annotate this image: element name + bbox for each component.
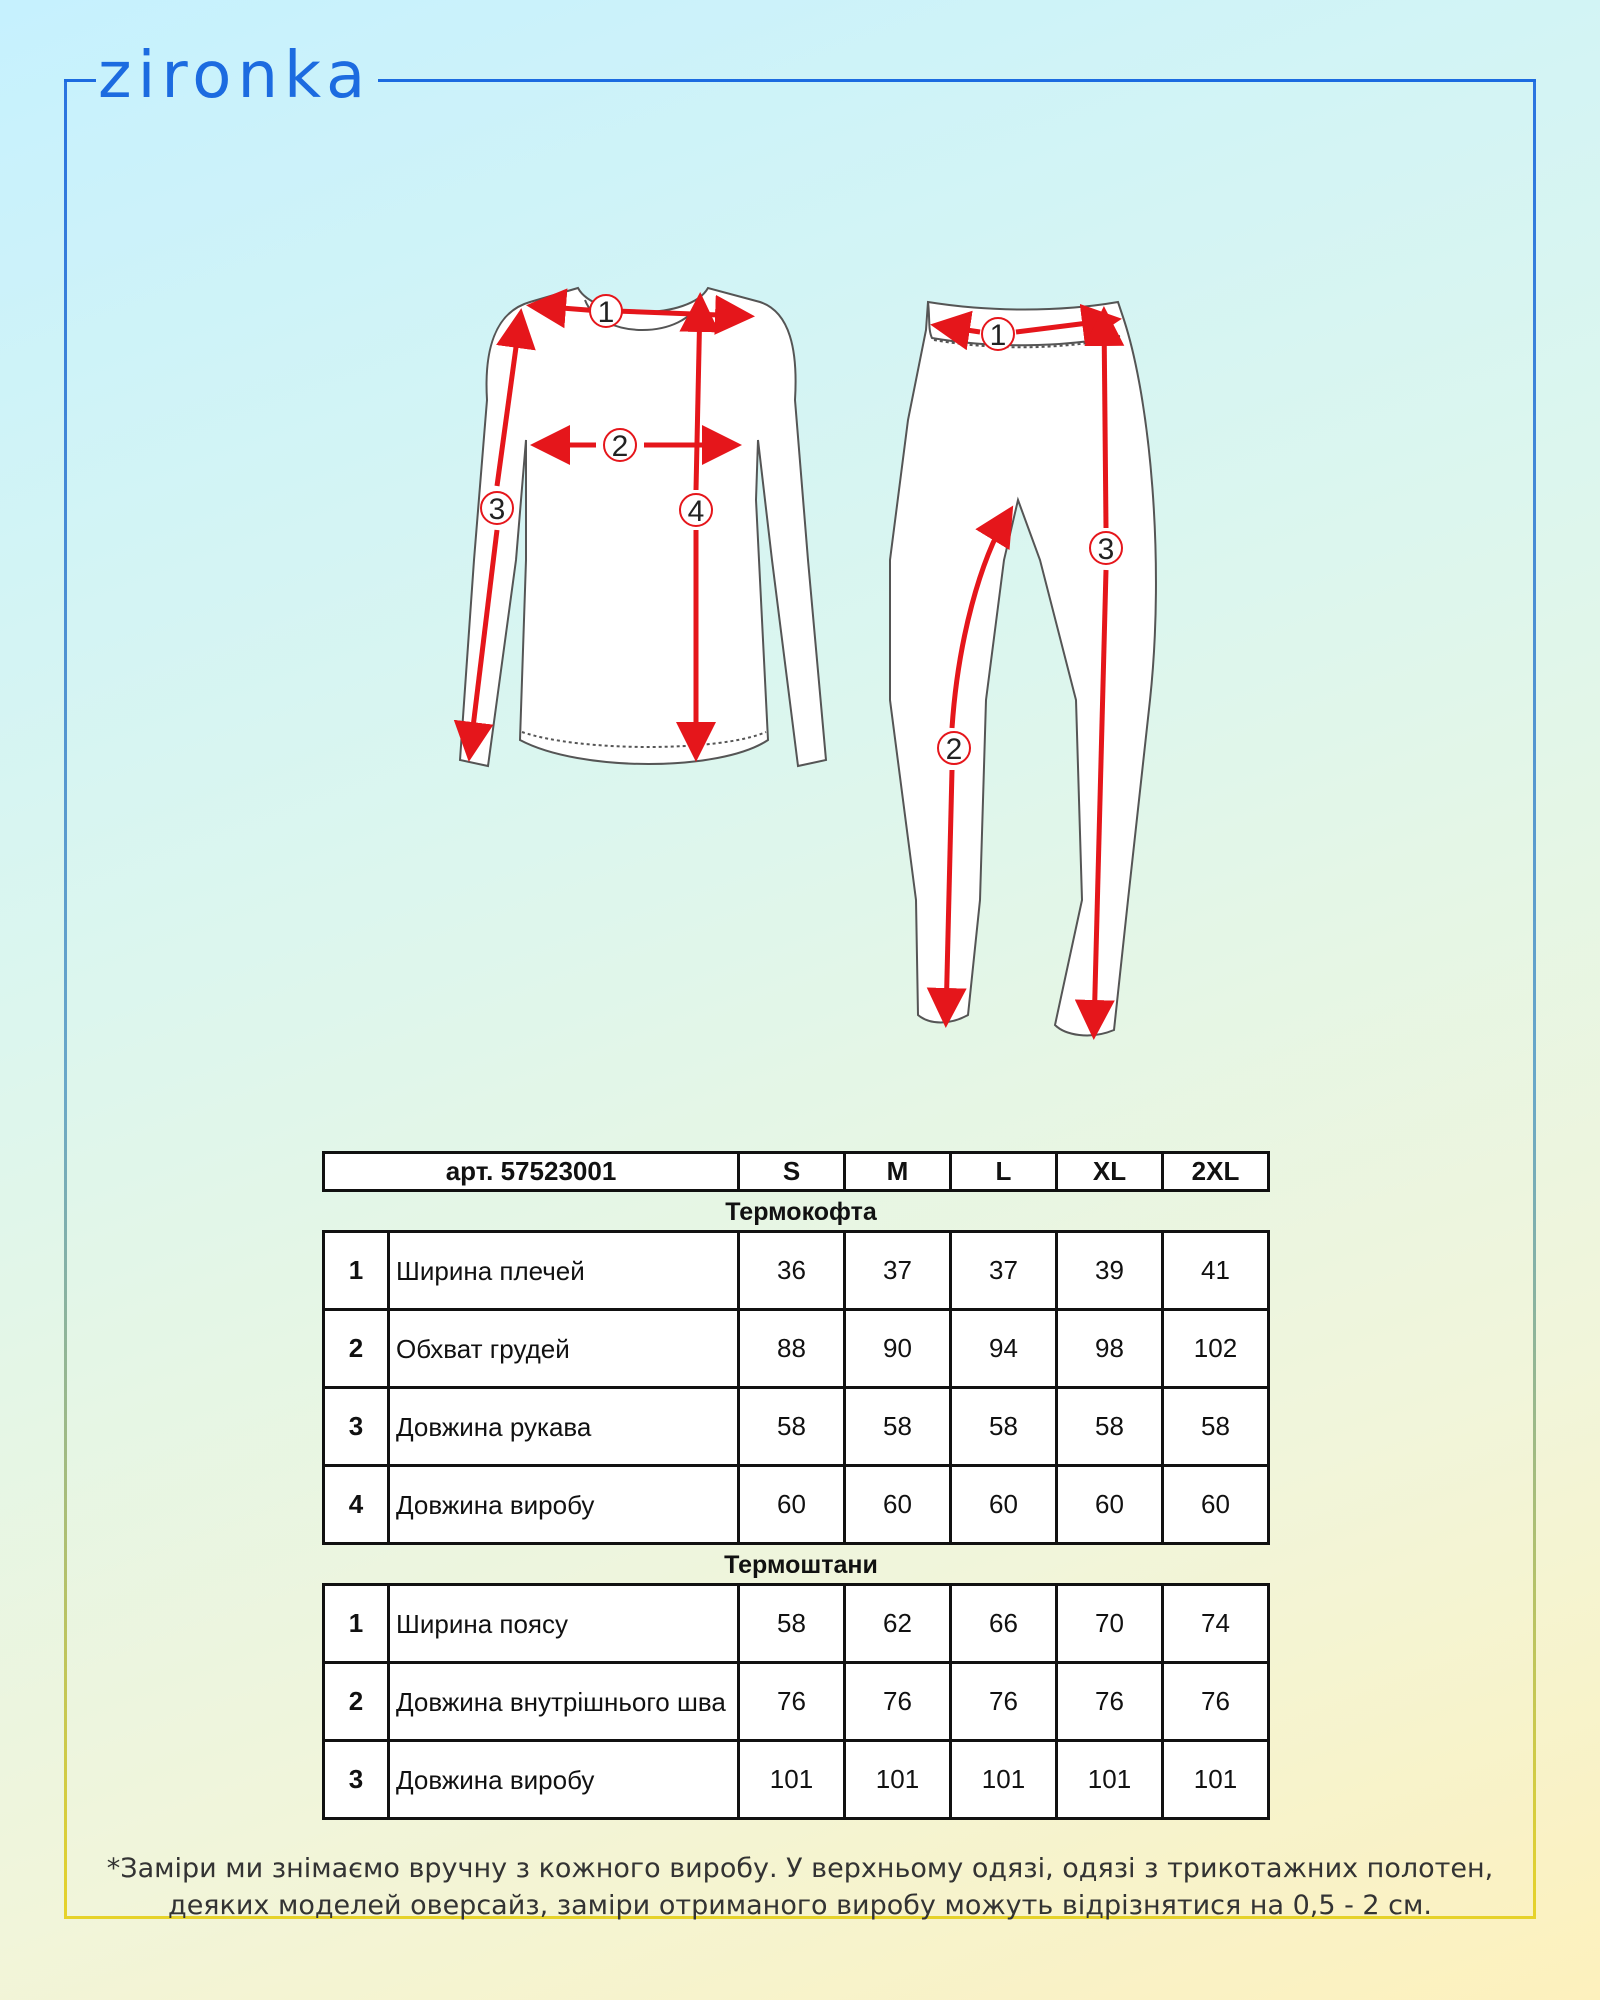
brand-logo: zironka — [98, 39, 372, 113]
row-value: 60 — [1057, 1466, 1163, 1544]
row-value: 58 — [1057, 1388, 1163, 1466]
row-value: 102 — [1163, 1310, 1269, 1388]
table-row — [324, 1388, 1269, 1466]
row-value: 58 — [739, 1585, 845, 1663]
size-table-top — [322, 1230, 1270, 1545]
row-index: 4 — [324, 1466, 389, 1544]
row-index: 3 — [324, 1741, 389, 1819]
row-value: 58 — [1163, 1388, 1269, 1466]
row-value: 98 — [1057, 1310, 1163, 1388]
row-value: 101 — [1163, 1741, 1269, 1819]
footnote-text: *Заміри ми знімаємо вручну з кожного виробу. У верхньому одязі, одязі з трикотажних полотен, деяких моделей оверсайз, заміри отриманого виробу можуть відрізнятися на 0,5 - 2 см. — [106, 1853, 1494, 1921]
table-header-row — [324, 1153, 1269, 1191]
top-marker-2: 2 — [611, 430, 629, 463]
top-marker-1: 1 — [597, 296, 615, 329]
pants-marker-1: 1 — [989, 319, 1007, 352]
row-value: 74 — [1163, 1585, 1269, 1663]
row-value: 101 — [845, 1741, 951, 1819]
row-index: 1 — [324, 1585, 389, 1663]
row-value: 90 — [845, 1310, 951, 1388]
row-label: Довжина рукава — [389, 1388, 739, 1466]
row-value: 101 — [951, 1741, 1057, 1819]
size-table-header — [322, 1151, 1270, 1192]
row-value: 60 — [739, 1466, 845, 1544]
row-index: 2 — [324, 1310, 389, 1388]
row-value: 37 — [845, 1232, 951, 1310]
table-row — [324, 1741, 1269, 1819]
row-value: 39 — [1057, 1232, 1163, 1310]
row-value: 36 — [739, 1232, 845, 1310]
row-value: 60 — [1163, 1466, 1269, 1544]
row-value: 76 — [739, 1663, 845, 1741]
row-value: 76 — [1057, 1663, 1163, 1741]
size-header: M — [845, 1153, 951, 1191]
row-value: 66 — [951, 1585, 1057, 1663]
top-marker-4: 4 — [687, 495, 705, 528]
row-value: 60 — [845, 1466, 951, 1544]
size-header: S — [739, 1153, 845, 1191]
row-value: 76 — [845, 1663, 951, 1741]
row-value: 41 — [1163, 1232, 1269, 1310]
table-row — [324, 1663, 1269, 1741]
row-label: Довжина виробу — [389, 1741, 739, 1819]
row-value: 94 — [951, 1310, 1057, 1388]
table-row — [324, 1232, 1269, 1310]
row-label: Обхват грудей — [389, 1310, 739, 1388]
pants-marker-2: 2 — [945, 733, 963, 766]
row-value: 101 — [739, 1741, 845, 1819]
size-header: L — [951, 1153, 1057, 1191]
top-marker-3: 3 — [488, 493, 506, 526]
row-label: Довжина виробу — [389, 1466, 739, 1544]
section-title-pants: Термоштани — [724, 1551, 878, 1579]
row-value: 70 — [1057, 1585, 1163, 1663]
row-value: 88 — [739, 1310, 845, 1388]
size-header: XL — [1057, 1153, 1163, 1191]
size-table-pants — [322, 1583, 1270, 1820]
row-value: 76 — [951, 1663, 1057, 1741]
table-row — [324, 1310, 1269, 1388]
pants-marker-3: 3 — [1097, 533, 1115, 566]
table-row — [324, 1466, 1269, 1544]
pants-arrow-3a — [1104, 316, 1106, 528]
row-index: 1 — [324, 1232, 389, 1310]
row-index: 2 — [324, 1663, 389, 1741]
row-value: 58 — [739, 1388, 845, 1466]
row-label: Довжина внутрішнього шва — [389, 1663, 739, 1741]
row-value: 101 — [1057, 1741, 1163, 1819]
row-value: 58 — [845, 1388, 951, 1466]
row-value: 58 — [951, 1388, 1057, 1466]
row-label: Ширина поясу — [389, 1585, 739, 1663]
table-row — [324, 1585, 1269, 1663]
section-title-top: Термокофта — [725, 1198, 877, 1226]
size-header: 2XL — [1163, 1153, 1269, 1191]
row-value: 37 — [951, 1232, 1057, 1310]
row-label: Ширина плечей — [389, 1232, 739, 1310]
row-index: 3 — [324, 1388, 389, 1466]
row-value: 76 — [1163, 1663, 1269, 1741]
row-value: 60 — [951, 1466, 1057, 1544]
article-number: арт. 57523001 — [324, 1153, 739, 1191]
thermal-pants-illustration — [890, 302, 1156, 1035]
row-value: 62 — [845, 1585, 951, 1663]
